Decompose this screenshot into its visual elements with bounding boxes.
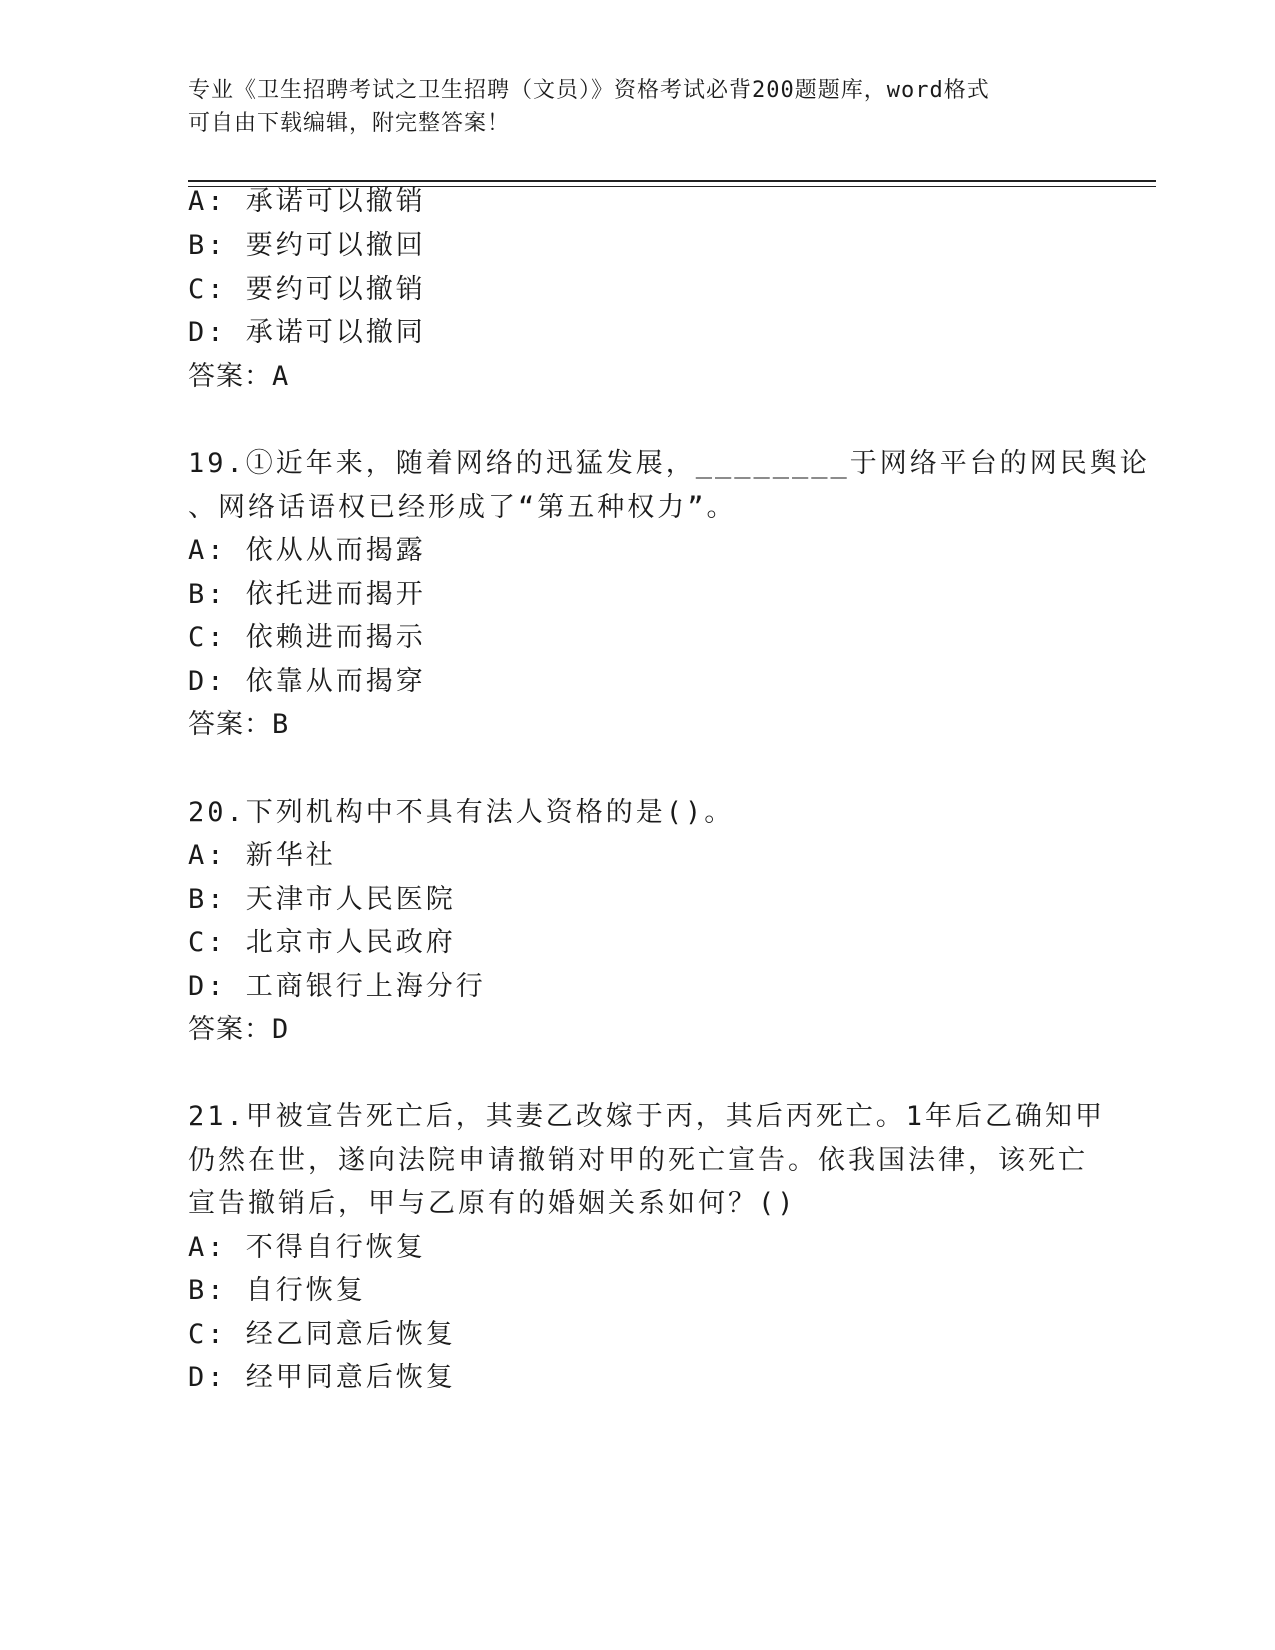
q18-option-b: B: 要约可以撤回	[188, 230, 426, 261]
q19-answer: 答案：B	[188, 709, 290, 740]
q21-option-b: B: 自行恢复	[188, 1275, 366, 1306]
q21-stem-line-1: 21.甲被宣告死亡后，其妻乙改嫁于丙，其后丙死亡。1年后乙确知甲	[188, 1101, 1106, 1132]
q20-option-a: A: 新华社	[188, 840, 336, 871]
q21-option-c: C: 经乙同意后恢复	[188, 1319, 456, 1350]
q19-option-c: C: 依赖进而揭示	[188, 622, 426, 653]
q19-stem-line-2: 、网络话语权已经形成了“第五种权力”。	[188, 492, 737, 523]
q19-option-b: B: 依托进而揭开	[188, 579, 426, 610]
q21-stem-line-3: 宣告撤销后，甲与乙原有的婚姻关系如何？()	[188, 1188, 797, 1219]
q20-option-c: C: 北京市人民政府	[188, 927, 456, 958]
document-header	[188, 74, 1088, 140]
q18-option-a: A: 承诺可以撤销	[188, 186, 426, 217]
q19-stem-line-1: 19.①近年来，随着网络的迅猛发展，________于网络平台的网民舆论	[188, 448, 1150, 479]
q21-option-a: A: 不得自行恢复	[188, 1232, 426, 1263]
header-line-1: 专业《卫生招聘考试之卫生招聘（文员）》资格考试必背200题题库，word格式	[188, 78, 990, 103]
q18-answer: 答案：A	[188, 361, 290, 392]
q20-option-b: B: 天津市人民医院	[188, 884, 456, 915]
q18-option-c: C: 要约可以撤销	[188, 274, 426, 305]
header-line-2: 可自由下载编辑，附完整答案！	[188, 111, 511, 136]
q18-option-d: D: 承诺可以撤同	[188, 317, 426, 348]
q19-option-d: D: 依靠从而揭穿	[188, 666, 426, 697]
q21-option-d: D: 经甲同意后恢复	[188, 1362, 456, 1393]
q20-option-d: D: 工商银行上海分行	[188, 971, 486, 1002]
q21-stem-line-2: 仍然在世，遂向法院申请撤销对甲的死亡宣告。依我国法律，该死亡	[188, 1145, 1088, 1176]
q20-stem-line-1: 20.下列机构中不具有法人资格的是()。	[188, 797, 735, 828]
header-divider-thick	[188, 180, 1156, 182]
q20-answer: 答案：D	[188, 1014, 290, 1045]
q19-option-a: A: 依从从而揭露	[188, 535, 426, 566]
